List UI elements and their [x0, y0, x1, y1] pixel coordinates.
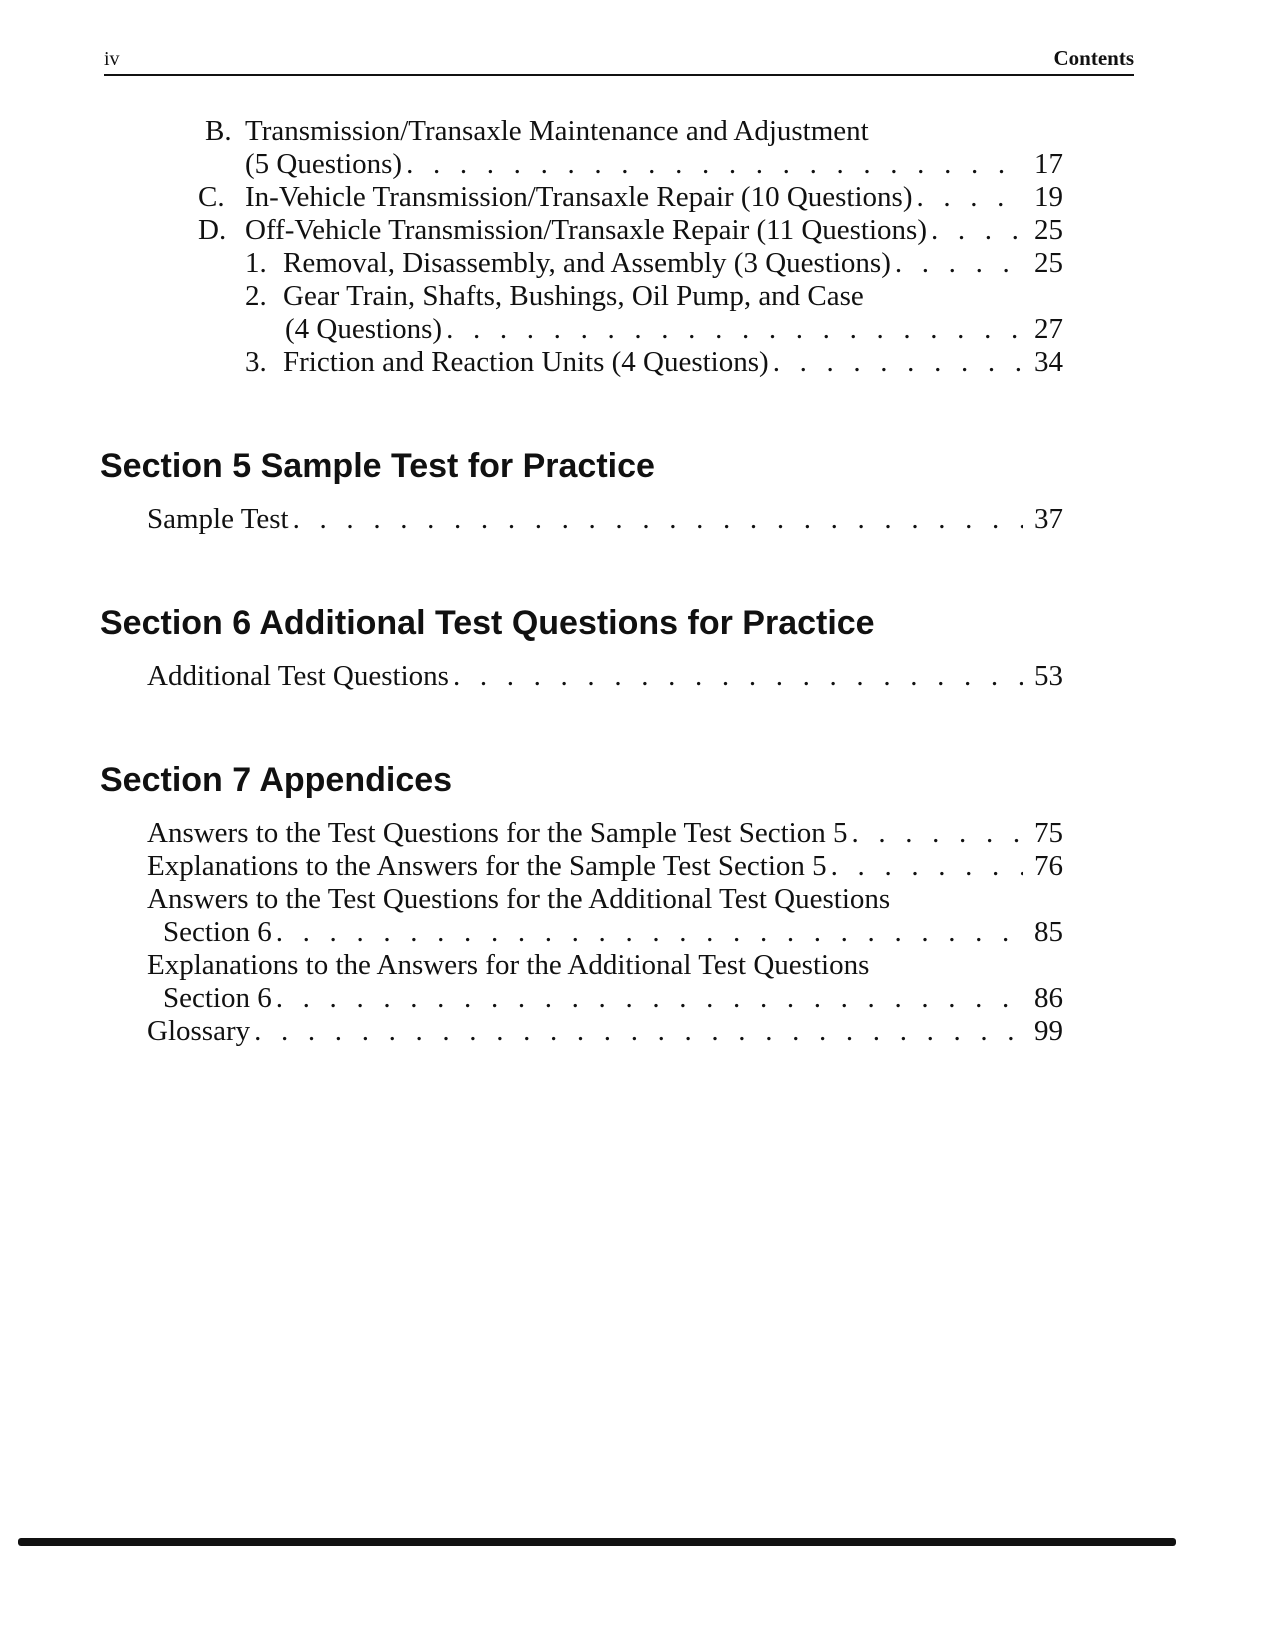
dot-leader [927, 213, 1023, 247]
toc-entry-label: 1. [245, 247, 267, 279]
toc-entry-title: Explanations to the Answers for the Sample Test Section 5 [147, 850, 827, 882]
toc-entry-title: Off-Vehicle Transmission/Transaxle Repair (11 Questions) [245, 214, 927, 246]
toc-entry-title: Removal, Disassembly, and Assembly (3 Questions) [283, 247, 891, 279]
dot-leader [769, 345, 1023, 379]
toc-entry-label: 3. [245, 346, 267, 378]
toc-leader [245, 213, 1063, 247]
page-header [104, 44, 1134, 76]
dot-leader [250, 1014, 1023, 1048]
toc-entry-title: Gear Train, Shafts, Bushings, Oil Pump, and Case [283, 280, 864, 312]
toc-page-number: 25 [1034, 247, 1063, 279]
dot-leader [272, 915, 1023, 949]
toc-leader [283, 345, 1063, 379]
toc-entry-label: B. [205, 115, 232, 147]
dot-leader [289, 502, 1023, 536]
toc-leader [283, 246, 1063, 280]
toc-entry-label: C. [198, 181, 225, 213]
toc-entry-title: Transmission/Transaxle Maintenance and Adjustment [245, 115, 869, 147]
bottom-rule [18, 1538, 1176, 1546]
toc-leader [163, 981, 1063, 1015]
toc-entry-title-cont: (4 Questions) [285, 313, 443, 345]
toc-page-number: 86 [1034, 982, 1063, 1014]
toc-entry-title: Sample Test [147, 503, 289, 535]
toc-entry-title: Glossary [147, 1015, 251, 1047]
toc-leader [147, 1014, 1063, 1048]
toc-leader [147, 849, 1063, 883]
toc-entry-label: 2. [245, 280, 267, 312]
toc-page-number: 75 [1034, 817, 1063, 849]
toc-page-number: 17 [1034, 148, 1063, 180]
toc-leader [147, 816, 1063, 850]
toc-entry-title-cont: Section 6 [163, 916, 272, 948]
running-head: Contents [1053, 46, 1134, 70]
toc-leader [147, 502, 1063, 536]
toc-page-number: 76 [1034, 850, 1063, 882]
toc-leader [245, 147, 1063, 181]
toc-page-number: 99 [1034, 1015, 1063, 1047]
toc-page-number: 27 [1034, 313, 1063, 345]
toc-page-number: 85 [1034, 916, 1063, 948]
toc-leader [285, 312, 1063, 346]
toc-page-number: 34 [1034, 346, 1063, 378]
toc-entry-title: Additional Test Questions [147, 660, 449, 692]
toc-page-number: 37 [1034, 503, 1063, 535]
toc-entry-title: Friction and Reaction Units (4 Questions) [283, 346, 769, 378]
toc-leader [147, 659, 1063, 693]
toc-page-number: 53 [1034, 660, 1063, 692]
toc-entry-label: D. [198, 214, 227, 246]
section-7-heading: Section 7 Appendices [100, 761, 453, 799]
section-6-heading: Section 6 Additional Test Questions for Practice [100, 604, 875, 642]
toc-entry-title: In-Vehicle Transmission/Transaxle Repair (10 Questions) [245, 181, 913, 213]
toc-page-number: 25 [1034, 214, 1063, 246]
toc-entry-title: Answers to the Test Questions for the Additional Test Questions [147, 883, 891, 915]
toc-entry-title: Answers to the Test Questions for the Sample Test Section 5 [147, 817, 848, 849]
page-folio: iv [104, 48, 120, 70]
toc-entry-title-cont: (5 Questions) [245, 148, 403, 180]
dot-leader [402, 147, 1023, 181]
toc-leader [163, 915, 1063, 949]
dot-leader [891, 246, 1023, 280]
dot-leader [272, 981, 1023, 1015]
dot-leader [827, 849, 1023, 883]
toc-page-number: 19 [1034, 181, 1063, 213]
dot-leader [442, 312, 1023, 346]
section-5-heading: Section 5 Sample Test for Practice [100, 447, 655, 485]
dot-leader [912, 180, 1023, 214]
toc-entry-title: Explanations to the Answers for the Additional Test Questions [147, 949, 870, 981]
dot-leader [847, 816, 1023, 850]
dot-leader [449, 659, 1023, 693]
toc-leader [245, 180, 1063, 214]
toc-entry-title-cont: Section 6 [163, 982, 272, 1014]
